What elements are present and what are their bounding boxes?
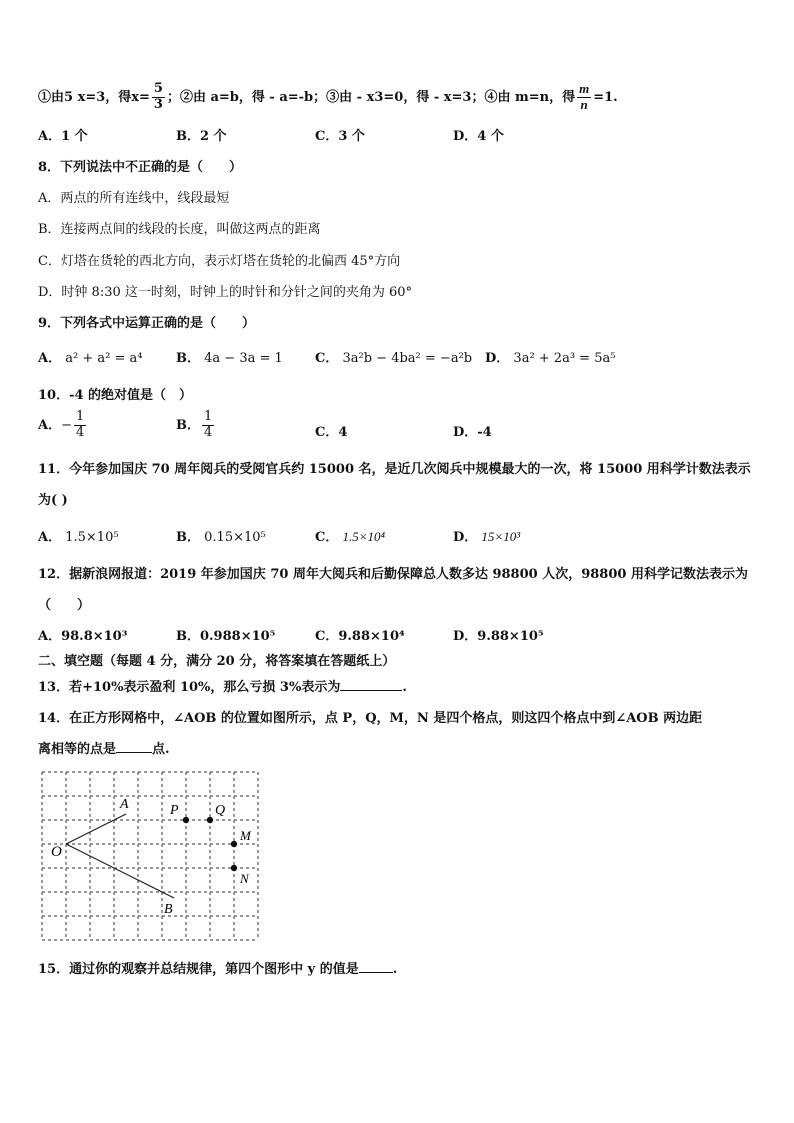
q10-label-c: C． [315,425,339,440]
q11-expr-a: 1.5×10⁵ [65,530,119,545]
q11-label-b: B． [176,530,200,545]
q13-answer-blank[interactable] [340,678,402,691]
q7-frac2-den: n [580,96,588,112]
label-o: O [51,844,62,860]
q7-option-c[interactable]: C．3 个 [315,129,365,144]
q7-option-b[interactable]: B．2 个 [176,129,227,144]
q13-stem [38,676,407,695]
label-p: P [170,803,179,818]
q10-label-b: B． [176,417,200,433]
q14-grid-figure [40,770,262,944]
q11-option-a[interactable] [38,526,119,545]
q10-a-num: 1 [76,409,85,424]
q9-expr-a: a² + a² = a⁴ [65,351,143,366]
q11-option-b[interactable] [176,526,266,545]
q9-label-b: B． [176,351,200,366]
q8-option-a[interactable]: A．两点的所有连线中，线段最短 [38,191,230,206]
q8-option-c[interactable]: C．灯塔在货轮的西北方向，表示灯塔在货轮的北偏西 45°方向 [38,254,401,269]
q7-fraction-1 [152,82,165,113]
q7-frac1-num: 5 [153,81,163,96]
q11-expr-b: 0.15×10⁵ [204,530,266,545]
q15-stem-part1: 15．通过你的观察并总结规律，第四个图形中 y 的值是 [38,962,359,977]
q10-label-d: D． [453,425,478,440]
grid-lines [42,772,258,940]
label-q: Q [215,803,226,818]
q9-stem: 9．下列各式中运算正确的是（ ） [38,316,256,331]
q8-stem: 8．下列说法中不正确的是（ ） [38,160,243,175]
q11-label-d: D． [453,530,478,545]
ray-oa [66,814,126,844]
q7-option-a[interactable]: A．1 个 [38,129,88,144]
q11-expr-d: 15×10³ [481,529,521,544]
q13-stem-part1: 13．若+10%表示盈利 10%，那么亏损 3%表示为 [38,680,341,695]
point-n[interactable] [231,865,237,871]
label-n: N [240,871,249,886]
label-b: B [164,902,173,917]
q9-option-a[interactable] [38,347,142,366]
q7-option-d[interactable]: D．4 个 [453,129,504,144]
q10-b-num: 1 [204,409,213,424]
q9-expr-b: 4a − 3a = 1 [204,351,283,366]
label-a: A [120,797,129,812]
q14-stem-line2 [38,738,170,757]
q10-d-value: -4 [477,425,492,440]
q13-stem-part2: . [402,680,407,695]
q7-stem-part3: =1. [593,89,618,105]
q10-option-b[interactable] [176,410,216,441]
q11-label-c: C． [315,530,339,545]
q15-answer-blank[interactable] [359,960,393,973]
ray-ob [66,844,174,898]
label-m: M [240,828,251,843]
q9-label-a: A． [38,351,62,366]
q10-c-value: 4 [338,425,348,440]
q11-stem-line1: 11．今年参加国庆 70 周年阅兵的受阅官兵约 15000 名，是近几次阅兵中规模最大的一次，将 15000 用科学计数法表示 [38,462,751,477]
q10-option-c[interactable] [315,421,347,440]
q10-option-d[interactable] [453,421,492,440]
q9-option-b[interactable] [176,347,283,366]
q9-label-d: D． [485,351,510,366]
q8-option-b[interactable]: B．连接两点间的线段的长度，叫做这两点的距离 [38,222,321,237]
q15-stem-part2: . [392,962,398,977]
q10-a-den: 4 [76,424,85,440]
q14-stem-line1: 14．在正方形网格中，∠AOB 的位置如图所示，点 P，Q，M，N 是四个格点，则这四个格点中到∠AOB 两边距 [38,711,703,726]
q8-option-d[interactable]: D．时钟 8:30 这一时刻，时钟上的时针和分针之间的夹角为 60° [38,285,413,300]
point-q[interactable] [207,817,213,823]
q11-stem-line2: 为( ) [38,493,68,508]
q10-a-fraction [74,410,86,441]
q11-expr-c: 1.5×10⁴ [342,529,386,544]
q12-option-b[interactable]: B．0.988×10⁵ [176,629,276,644]
q12-option-a[interactable]: A．98.8×10³ [38,629,128,644]
q11-option-c[interactable] [315,526,385,545]
q15-stem [38,958,397,977]
q7-stem [38,82,618,113]
q7-stem-part1: ①由5 x=3，得x= [38,89,150,105]
q11-label-a: A． [38,530,62,545]
point-m[interactable] [231,841,237,847]
q10-stem: 10．-4 的绝对值是（ ） [38,388,193,403]
q12-stem-line1: 12．据新浪网报道：2019 年参加国庆 70 周年大阅兵和后勤保障总人数多达 98800 人次，98800 用科学记数法表示为 [38,567,748,582]
q12-option-d[interactable]: D．9.88×10⁵ [453,629,544,644]
q7-frac1-den: 3 [153,96,163,112]
q14-stem-line2-part1: 离相等的点是 [38,742,117,757]
point-p[interactable] [183,817,189,823]
q9-option-d[interactable] [485,347,615,366]
q14-stem-line2-part2: 点. [152,742,170,757]
q10-option-a[interactable] [38,410,88,441]
q9-option-c[interactable] [315,347,472,366]
q10-b-fraction [202,410,214,441]
q7-fraction-2 [577,82,591,113]
q11-option-d[interactable] [453,526,520,545]
q7-frac2-num: m [579,81,590,96]
q7-stem-part2: ；②由 a=b，得 - a=-b；③由 - x3=0，得 - x=3；④由 m=n，得 [166,89,576,105]
q10-label-a: A． [38,417,62,433]
q12-option-c[interactable]: C．9.88×10⁴ [315,629,405,644]
q9-label-c: C． [315,351,339,366]
q10-a-sign: − [61,417,72,433]
q9-expr-d: 3a² + 2a³ = 5a⁵ [513,351,616,366]
q14-answer-blank[interactable] [116,740,152,753]
section2-title: 二、填空题（每题 4 分，满分 20 分，将答案填在答题纸上） [38,654,396,669]
q9-expr-c: 3a²b − 4ba² = −a²b [342,351,473,366]
q12-stem-line2: （ ） [38,598,91,613]
q10-b-den: 4 [204,424,213,440]
